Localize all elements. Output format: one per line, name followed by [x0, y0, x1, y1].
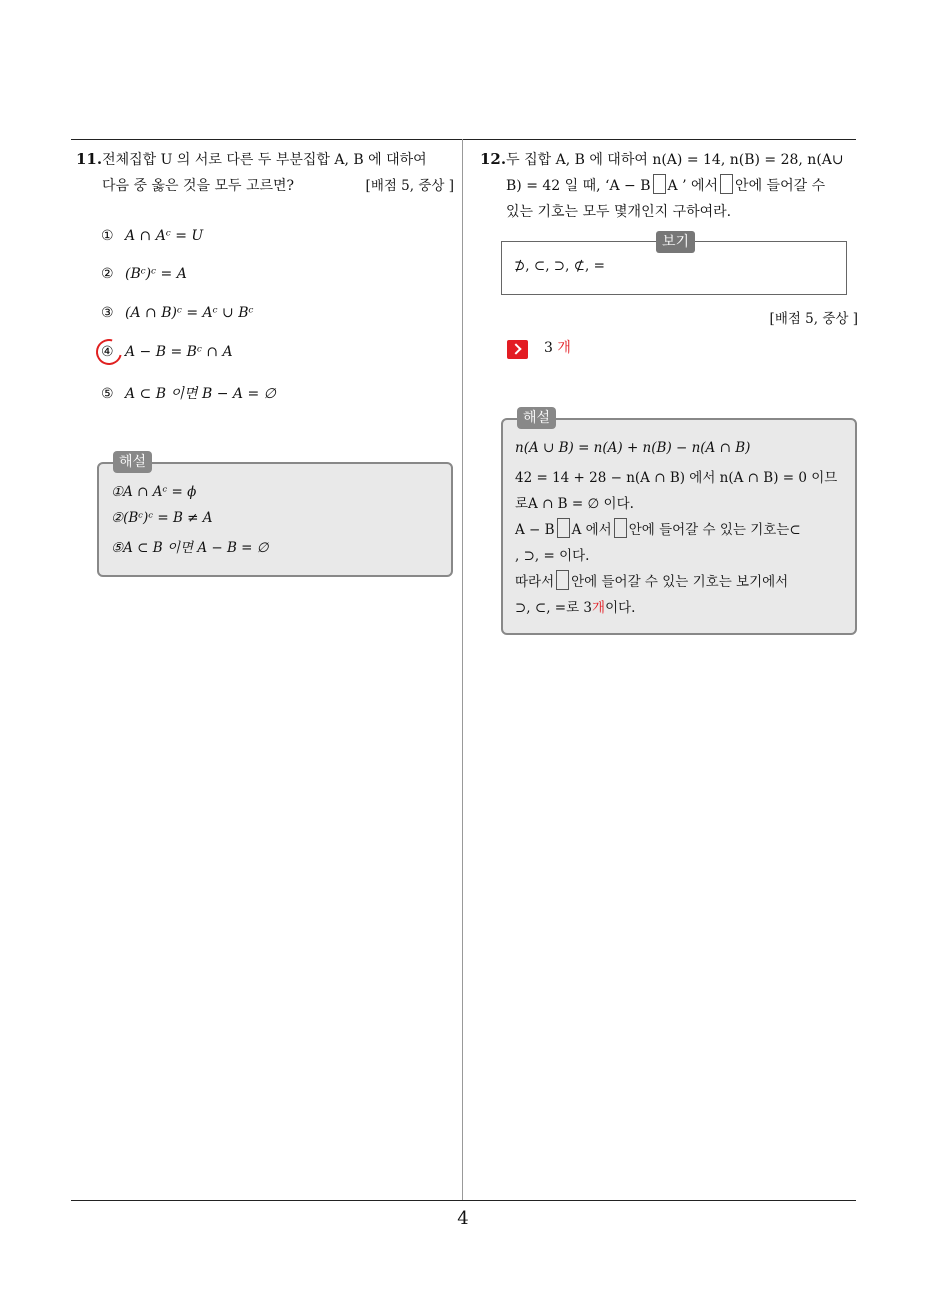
blank-box	[720, 174, 733, 194]
answer	[544, 337, 571, 357]
question-text-line2c: 안에 들어갈 수	[735, 178, 826, 194]
answer-arrow-icon[interactable]	[507, 340, 528, 359]
question-text-line1: 두 집합 A, B 에 대하여 n(A) = 14, n(B) = 28, n(A∪	[506, 152, 844, 168]
answer-number: 3	[544, 340, 553, 356]
page-number: 4	[457, 1208, 469, 1229]
question-text-line2b: A ’ 에서	[667, 178, 719, 194]
choice-text: A ∩ Aᶜ = U	[125, 228, 204, 244]
points-label: [배점 5, 중상 ]	[769, 311, 858, 327]
choice-number: ②	[101, 266, 114, 282]
choice-3[interactable]	[101, 305, 253, 321]
choice-text: A − B = Bᶜ ∩ A	[125, 344, 233, 360]
solution-line	[515, 518, 801, 538]
question-text-line1: 전체집합 U 의 서로 다른 두 부분집합 A, B 에 대하여	[102, 152, 427, 168]
blank-box	[614, 518, 627, 538]
solution-line: 42 = 14 + 28 − n(A ∩ B) 에서 n(A ∩ B) = 0 이므	[515, 470, 838, 486]
question-text-line2a: B) = 42 일 때, ‘A − B	[506, 178, 651, 194]
question-11	[76, 146, 454, 199]
answer-unit: 개	[557, 340, 571, 356]
question-text-line3: 있는 기호는 모두 몇개인지 구하여라.	[506, 204, 732, 220]
solution-line: ②(Bᶜ)ᶜ = B ≠ A	[111, 510, 213, 526]
solution-line: ⑤A ⊂ B 이면 A − B = ∅	[111, 540, 269, 556]
solution-line	[515, 596, 635, 616]
choice-text: (Bᶜ)ᶜ = A	[125, 266, 187, 282]
choice-2[interactable]	[101, 266, 187, 282]
points-label: [배점 5, 중상 ]	[365, 178, 454, 194]
question-12	[480, 146, 860, 225]
blank-box	[653, 174, 666, 194]
top-rule	[71, 139, 856, 140]
blank-box	[556, 570, 569, 590]
choice-number: ①	[101, 228, 114, 244]
solution-text: 따라서	[515, 574, 555, 590]
solution-tag: 해설	[113, 451, 152, 473]
solution-text: A 에서	[571, 522, 612, 538]
solution-text: ⊃, ⊂, =로 3	[515, 600, 593, 616]
choice-1[interactable]	[101, 228, 203, 244]
solution-text-red: 개	[592, 600, 606, 616]
solution-box-11	[97, 454, 453, 577]
bottom-rule	[71, 1200, 856, 1201]
solution-text: 이다.	[605, 600, 636, 616]
solution-tag: 해설	[517, 407, 556, 429]
blank-box	[557, 518, 570, 538]
selected-circle-icon	[91, 334, 127, 370]
solution-line: ①A ∩ Aᶜ = ϕ	[111, 484, 197, 500]
solution-line: , ⊃, = 이다.	[515, 548, 590, 564]
choice-number: ⑤	[101, 386, 114, 402]
question-number: 11.	[76, 150, 103, 168]
bogi-options: ⊅, ⊂, ⊃, ⊄, =	[514, 258, 605, 274]
choice-number: ③	[101, 305, 114, 321]
bogi-tag: 보기	[656, 231, 695, 253]
choice-4[interactable]	[101, 344, 233, 360]
solution-line: n(A ∪ B) = n(A) + n(B) − n(A ∩ B)	[515, 440, 751, 456]
choice-text: (A ∩ B)ᶜ = Aᶜ ∪ Bᶜ	[125, 305, 254, 321]
choice-number: ④	[101, 344, 114, 360]
solution-text: A − B	[515, 522, 555, 538]
bogi-box	[501, 234, 847, 295]
column-divider	[462, 139, 463, 1201]
solution-line: 로A ∩ B = ∅ 이다.	[515, 496, 634, 512]
solution-text: 안에 들어갈 수 있는 기호는⊂	[628, 522, 801, 538]
solution-line	[515, 570, 788, 590]
solution-box-12	[501, 410, 857, 635]
choice-text: A ⊂ B 이면 B − A = ∅	[125, 386, 276, 402]
choice-5[interactable]	[101, 383, 276, 403]
question-number: 12.	[480, 150, 507, 168]
solution-text: 안에 들어갈 수 있는 기호는 보기에서	[571, 574, 789, 590]
question-text-line2: 다음 중 옳은 것을 모두 고르면?	[102, 178, 295, 194]
